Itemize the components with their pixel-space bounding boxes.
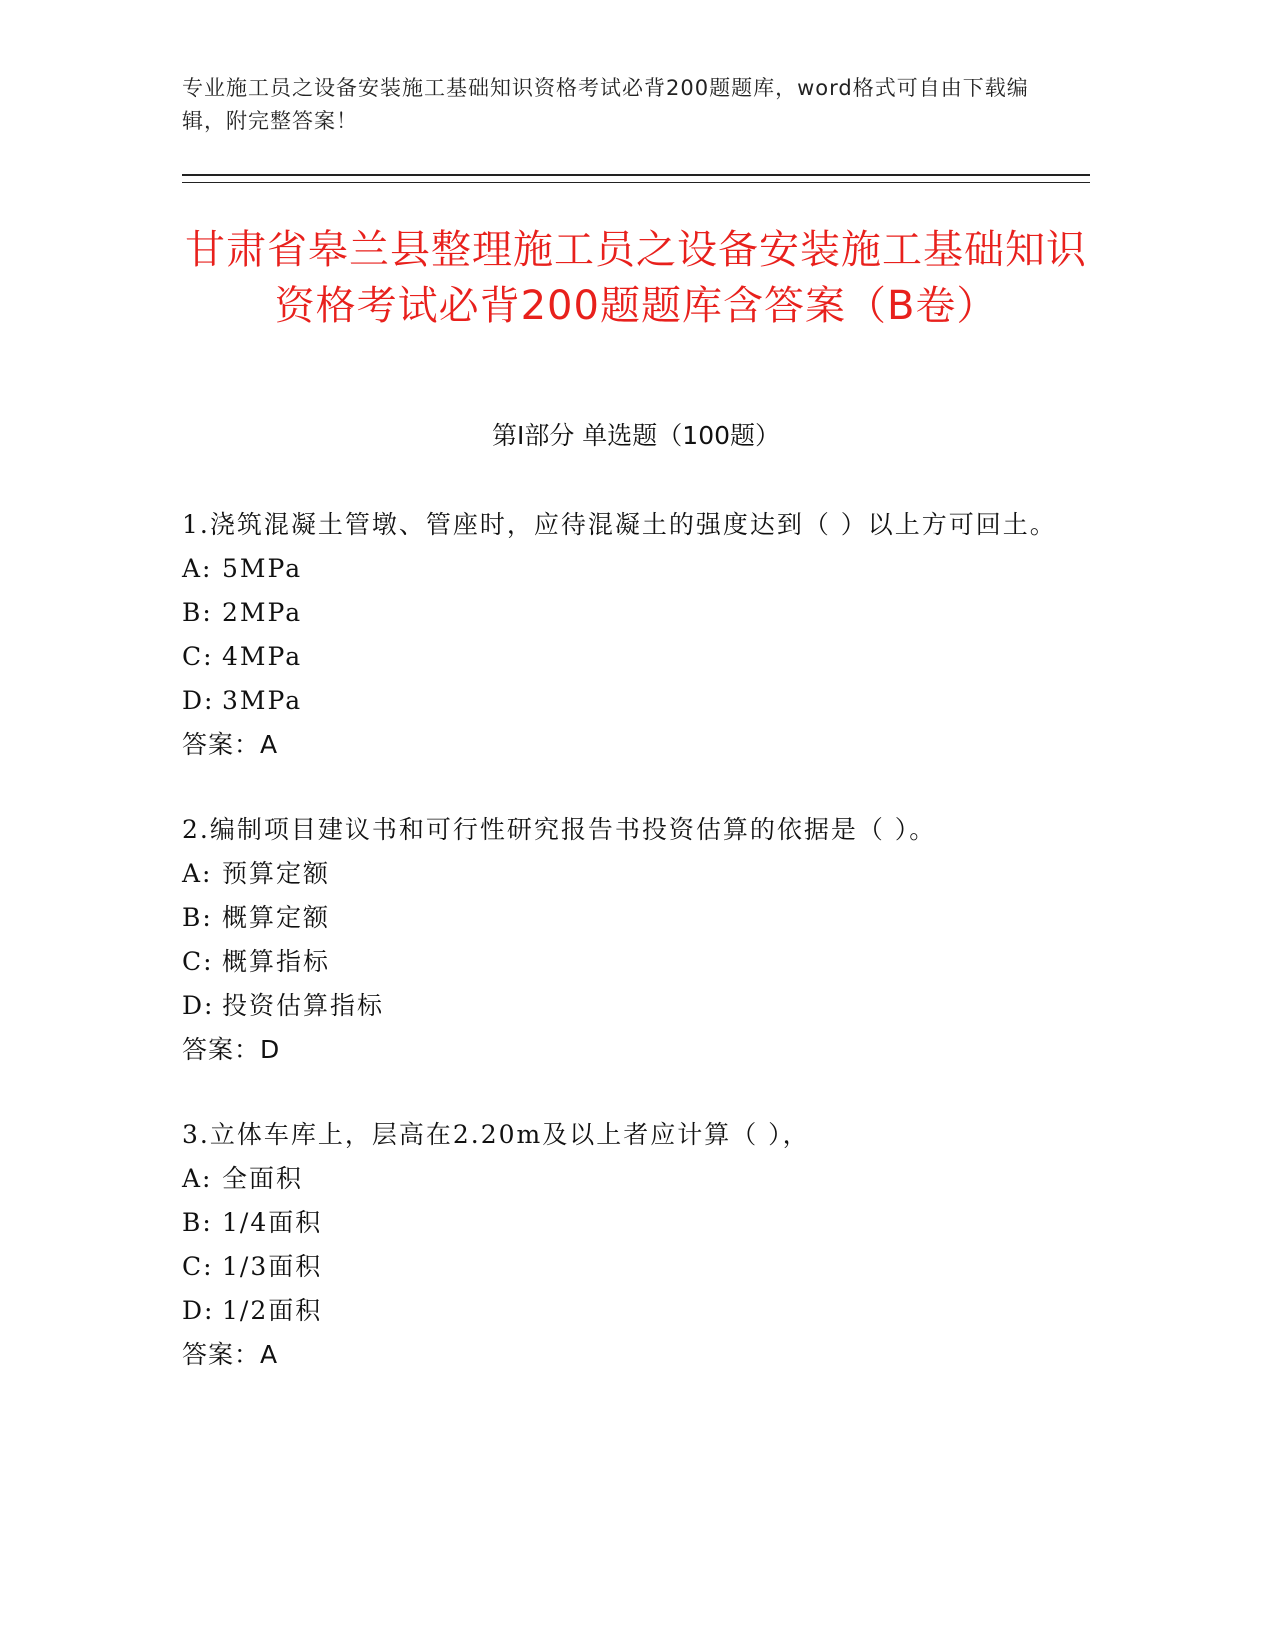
section-title: 第I部分 单选题（100题） — [491, 421, 781, 450]
option-key: C: — [182, 642, 214, 671]
option-key: D: — [182, 991, 215, 1020]
option-text: 3MPa — [222, 686, 303, 715]
option-key: C: — [182, 947, 214, 976]
option-text: 2MPa — [222, 598, 303, 627]
option-d — [182, 984, 1062, 1028]
option-text: 4MPa — [222, 642, 303, 671]
option-text: 预算定额 — [222, 859, 331, 888]
option-c — [182, 635, 1062, 679]
option-key: D: — [182, 1296, 215, 1325]
option-key: C: — [182, 1252, 214, 1281]
document-title: 甘肃省皋兰县整理施工员之设备安装施工基础知识资格考试必背200题题库含答案（B卷） — [185, 227, 1087, 329]
option-c — [182, 940, 1062, 984]
option-text: 1/2面积 — [222, 1296, 323, 1325]
option-text: 概算定额 — [222, 903, 331, 932]
option-key: A: — [182, 859, 213, 888]
option-c — [182, 1245, 1062, 1289]
option-a — [182, 852, 1062, 896]
question-stem: 2.编制项目建议书和可行性研究报告书投资估算的依据是（ ）。 — [182, 815, 937, 844]
option-text: 1/3面积 — [222, 1252, 323, 1281]
option-text: 5MPa — [222, 554, 303, 583]
option-key: B: — [182, 1208, 213, 1237]
option-b — [182, 1201, 1062, 1245]
question-3 — [182, 1113, 1062, 1377]
option-text: 1/4面积 — [222, 1208, 323, 1237]
question-stem: 1.浇筑混凝土管墩、管座时，应待混凝土的强度达到（ ）以上方可回土。 — [182, 510, 1057, 539]
option-a — [182, 1157, 1062, 1201]
option-d — [182, 1289, 1062, 1333]
header-divider — [182, 174, 1090, 183]
question-stem: 3.立体车库上，层高在2.20m及以上者应计算（ ）， — [182, 1120, 810, 1149]
answer-line: 答案：A — [182, 1340, 279, 1369]
option-key: A: — [182, 1164, 213, 1193]
answer-line: 答案：D — [182, 1035, 281, 1064]
option-key: D: — [182, 686, 215, 715]
option-b — [182, 591, 1062, 635]
question-2 — [182, 808, 1062, 1072]
option-text: 投资估算指标 — [222, 991, 385, 1020]
option-text: 全面积 — [222, 1164, 304, 1193]
option-a — [182, 547, 1062, 591]
option-b — [182, 896, 1062, 940]
question-1 — [182, 503, 1062, 767]
option-text: 概算指标 — [222, 947, 331, 976]
option-key: B: — [182, 903, 213, 932]
option-key: B: — [182, 598, 213, 627]
answer-line: 答案：A — [182, 730, 279, 759]
option-key: A: — [182, 554, 213, 583]
option-d — [182, 679, 1062, 723]
header-note: 专业施工员之设备安装施工基础知识资格考试必背200题题库，word格式可自由下载编辑，附完整答案！ — [182, 76, 1029, 133]
question-list — [182, 503, 1062, 1418]
